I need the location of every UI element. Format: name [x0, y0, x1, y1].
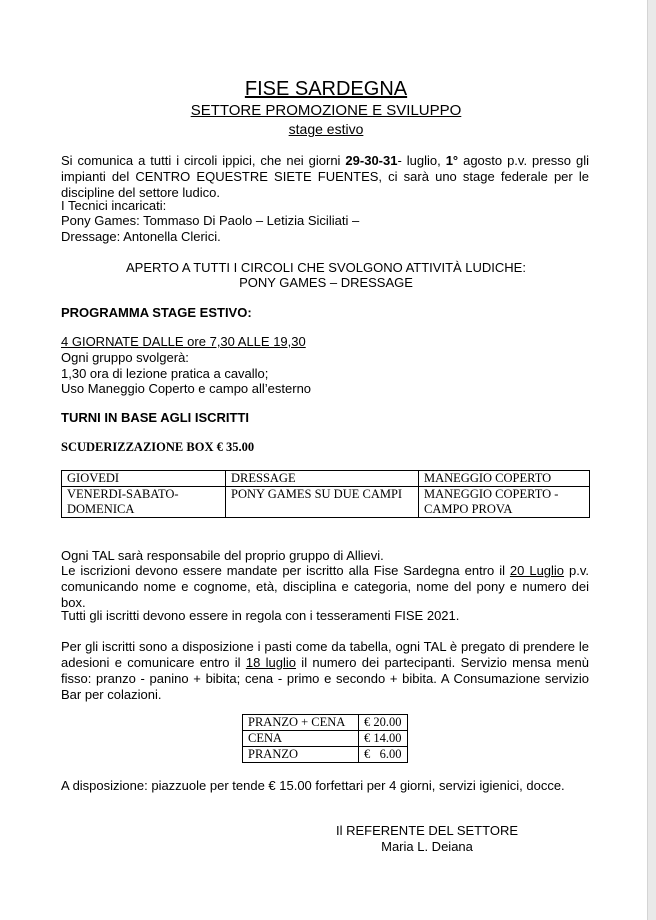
rule-3: Tutti gli iscritti devono essere in regola con i tesseramenti FISE 2021.	[61, 608, 460, 623]
rule-1: Ogni TAL sarà responsabile del proprio gruppo di Allievi.	[61, 548, 384, 563]
turni-heading: TURNI IN BASE AGLI ISCRITTI	[61, 410, 250, 425]
signature-role: Il REFERENTE DEL SETTORE	[335, 823, 519, 838]
table-cell: € 20.00	[359, 715, 408, 731]
intro-text-c: agosto p.v. presso gli impianti del CENTRO EQUESTRE SIETE FUENTES, ci sarà uno stage federale per le discipline del settore ludico.	[61, 153, 590, 200]
intro-text-b: - luglio,	[397, 153, 446, 168]
table-row	[243, 747, 408, 763]
meals-date: 18 luglio	[245, 655, 296, 670]
box-heading: SCUDERIZZAZIONE BOX € 35.00	[61, 440, 255, 454]
table-cell: DRESSAGE	[226, 471, 419, 487]
table-cell: MANEGGIO COPERTO	[419, 471, 590, 487]
table-row	[243, 731, 408, 747]
meals-text-a: Per gli iscritti sono a disposizione i pasti come da tabella, ogni TAL è pregato di prendere le adesioni e comunicare entro il	[61, 639, 589, 670]
page-title: FISE SARDEGNA	[244, 78, 408, 100]
schedule-table	[61, 470, 590, 518]
meals-text-b: il numero dei partecipanti. Servizio mensa menù fisso: pranzo - panino + bibita; cena - primo e secondo + bibita. A Consumazione servizio Bar per colazioni.	[61, 655, 589, 702]
rule-2-text-a: Le iscrizioni devono essere mandate per iscritto alla Fise Sardegna entro il	[61, 563, 510, 578]
window-edge	[647, 0, 656, 920]
table-cell: VENERDI-SABATO-DOMENICA	[62, 487, 226, 518]
rule-2	[61, 563, 589, 611]
program-line-2: 1,30 ora di lezione pratica a cavallo;	[61, 366, 269, 381]
pony-games-tecnici: Pony Games: Tommaso Di Paolo – Letizia Siciliati –	[61, 213, 360, 228]
signature-name: Maria L. Deiana	[381, 839, 473, 854]
dressage-tecnici: Dressage: Antonella Clerici.	[61, 229, 221, 244]
table-row	[62, 487, 590, 518]
tecnici-label: I Tecnici incaricati:	[61, 198, 167, 213]
rule-2-text-b: p.v. comunicando nome e cognome, età, disciplina e categoria, nome del pony e numero dei box.	[61, 563, 589, 610]
program-line-1: Ogni gruppo svolgerà:	[61, 350, 189, 365]
page-subtitle: SETTORE PROMOZIONE E SVILUPPO	[190, 102, 462, 119]
table-cell: PRANZO	[243, 747, 359, 763]
table-row	[243, 715, 408, 731]
program-line-3: Uso Maneggio Coperto e campo all’esterno	[61, 381, 312, 396]
table-row	[62, 471, 590, 487]
meals-paragraph	[61, 639, 589, 703]
extras-line: A disposizione: piazzuole per tende € 15.00 forfettari per 4 giorni, servizi igienici, docce.	[61, 778, 565, 793]
table-cell: GIOVEDI	[62, 471, 226, 487]
table-cell: € 6.00	[359, 747, 408, 763]
table-cell: CENA	[243, 731, 359, 747]
table-cell: PRANZO + CENA	[243, 715, 359, 731]
intro-dates: 29-30-31	[345, 153, 398, 168]
price-table	[242, 714, 408, 763]
table-cell: € 14.00	[359, 731, 408, 747]
rule-2-date: 20 Luglio	[509, 563, 565, 578]
intro-aug: 1°	[445, 153, 459, 168]
table-cell: MANEGGIO COPERTO - CAMPO PROVA	[419, 487, 590, 518]
table-cell: PONY GAMES SU DUE CAMPI	[226, 487, 419, 518]
page-subtitle-2: stage estivo	[288, 121, 364, 137]
program-heading: PROGRAMMA STAGE ESTIVO:	[61, 305, 252, 320]
open-line-1: APERTO A TUTTI I CIRCOLI CHE SVOLGONO ATTIVITÀ LUDICHE:	[126, 260, 526, 275]
open-line-2: PONY GAMES – DRESSAGE	[239, 275, 413, 290]
intro-text-a: Si comunica a tutti i circoli ippici, che nei giorni	[61, 153, 346, 168]
program-days: 4 GIORNATE DALLE ore 7,30 ALLE 19,30	[61, 334, 306, 349]
intro-paragraph	[61, 153, 589, 201]
